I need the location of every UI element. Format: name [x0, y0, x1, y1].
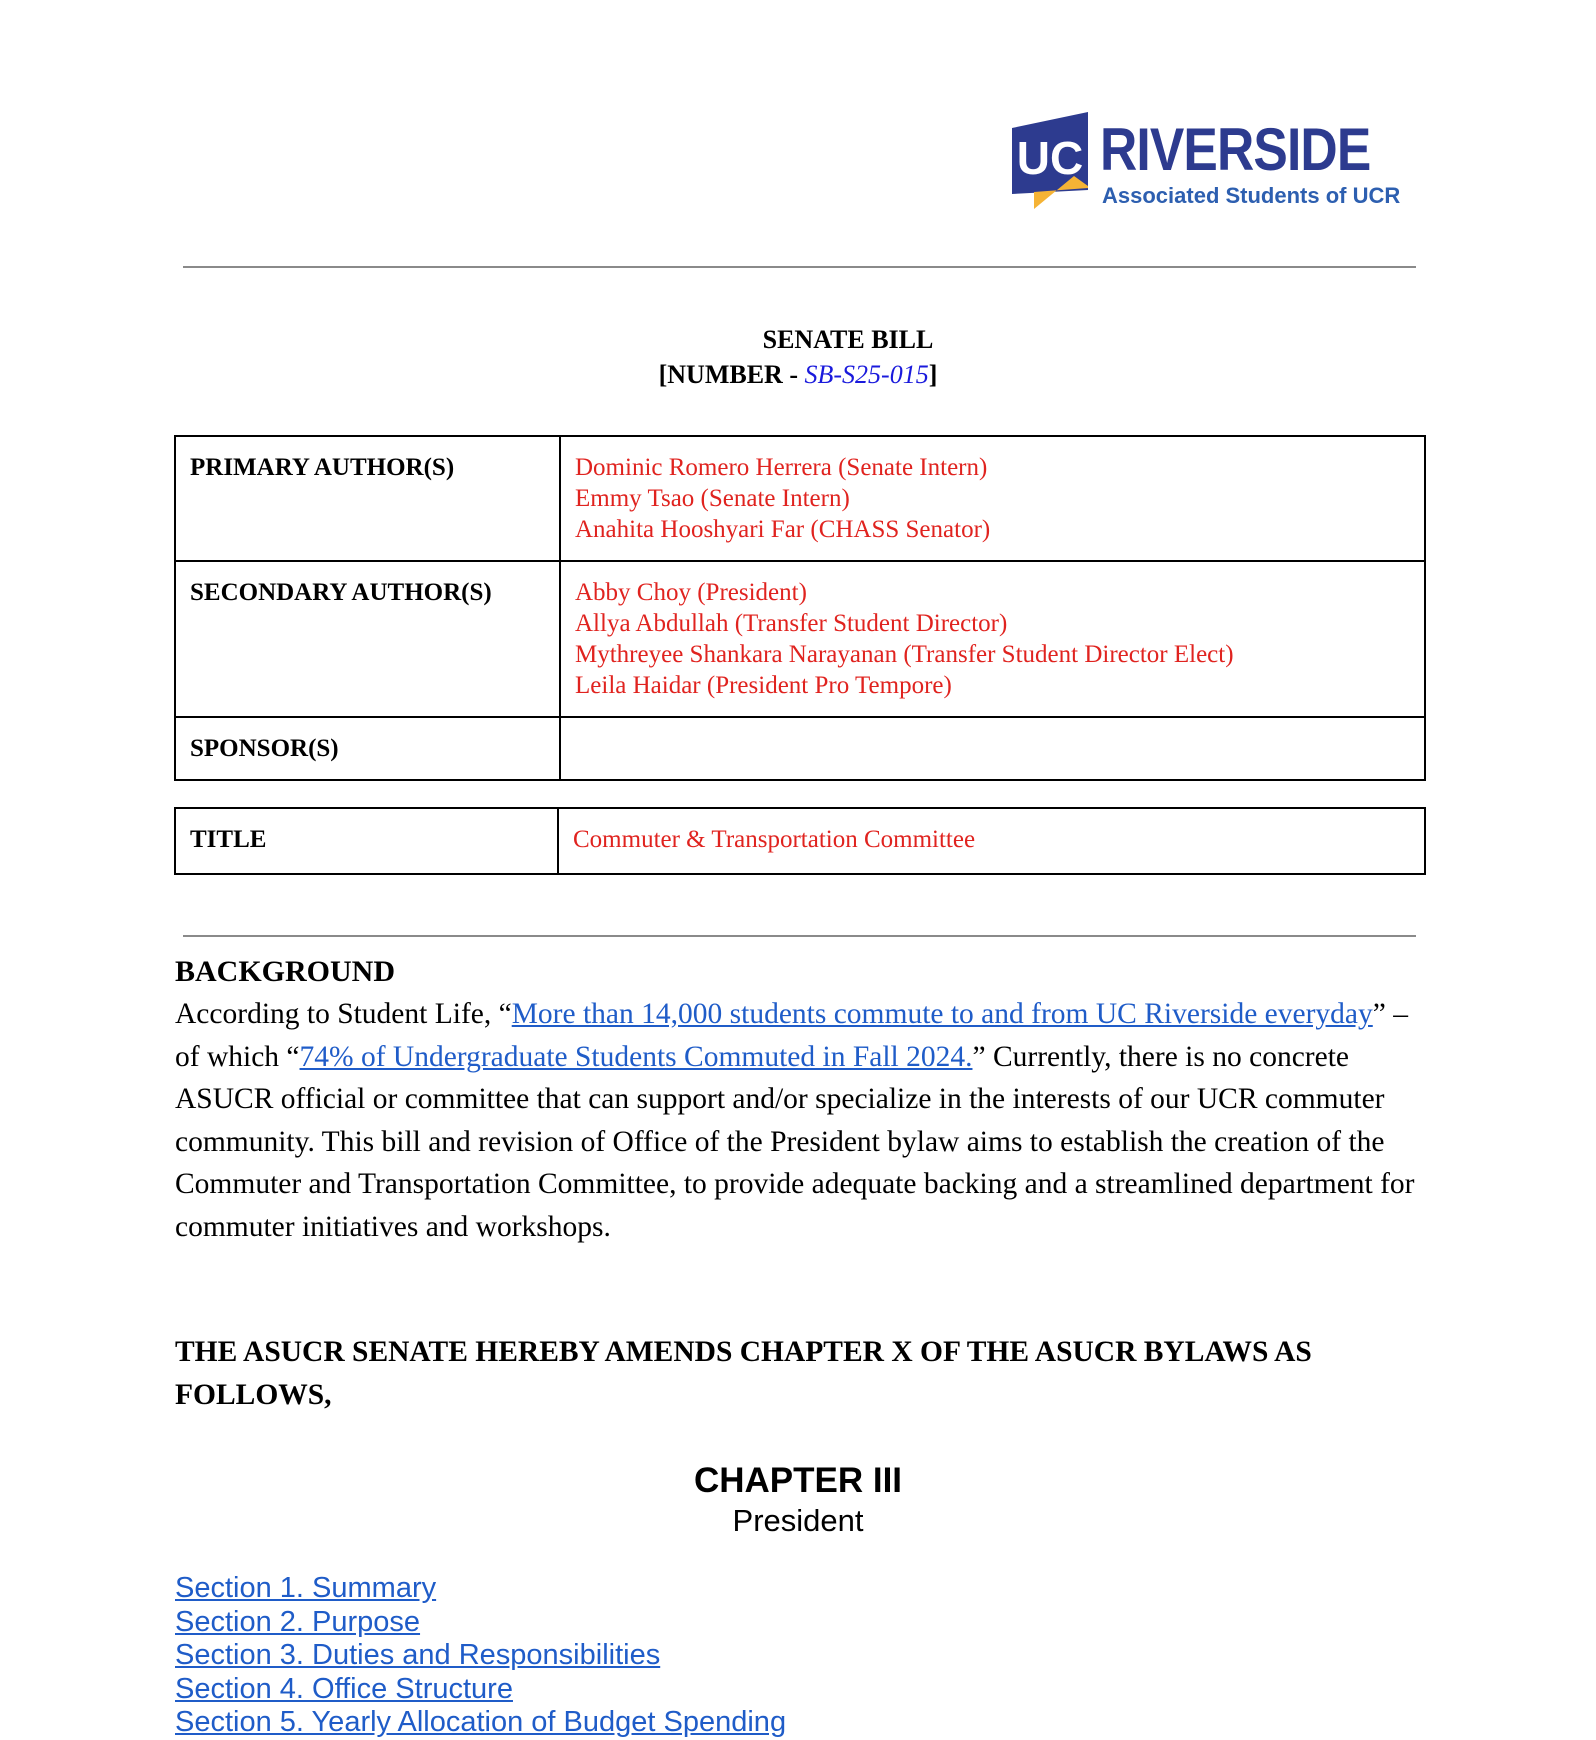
- middle-divider: [183, 935, 1416, 937]
- sponsors-label: SPONSOR(S): [175, 717, 560, 780]
- secondary-author: Mythreyee Shankara Narayanan (Transfer Student Director Elect): [575, 641, 1234, 668]
- bill-title: SENATE BILL: [762, 325, 934, 354]
- background-text-end: ” Currently, there is no concrete ASUCR official or committee that can support and/or specialize in the interests of our UCR commuter community. This bill and revision of Office of the President bylaw aims to establish the creation of the Commuter and Transportation Committee, to provide adequate backing and a streamlined department for commuter initiatives and workshops.: [175, 1040, 1415, 1243]
- title-table: [174, 807, 1426, 875]
- top-divider: [183, 266, 1416, 268]
- amendment-statement: THE ASUCR SENATE HEREBY AMENDS CHAPTER X OF THE ASUCR BYLAWS AS FOLLOWS,: [175, 1336, 1312, 1411]
- secondary-author: Abby Choy (President): [575, 579, 807, 606]
- section-link-purpose[interactable]: Section 2. Purpose: [175, 1605, 421, 1638]
- sponsors-value: [560, 717, 1425, 780]
- chapter-heading: [0, 1460, 1596, 1540]
- authors-table: [174, 435, 1426, 781]
- secondary-author: Allya Abdullah (Transfer Student Director): [575, 610, 1008, 637]
- primary-authors-label: PRIMARY AUTHOR(S): [175, 436, 560, 561]
- ucr-shield-icon: [1012, 112, 1092, 212]
- background-text-start: According to Student Life, “: [175, 998, 512, 1030]
- primary-author: Emmy Tsao (Senate Intern): [575, 485, 850, 512]
- title-row: [175, 808, 1425, 874]
- logo-wordmark: RIVERSIDE: [1100, 116, 1371, 183]
- primary-author: Dominic Romero Herrera (Senate Intern): [575, 454, 988, 481]
- commute-stat-link[interactable]: More than 14,000 students commute to and from UC Riverside everyday: [511, 998, 1373, 1030]
- secondary-authors-value: [560, 561, 1425, 717]
- bill-number-prefix: [NUMBER -: [658, 360, 805, 389]
- title-value: Commuter & Transportation Committee: [558, 808, 1425, 874]
- bill-number: SB-S25-015: [804, 360, 929, 389]
- primary-authors-value: [560, 436, 1425, 561]
- section-link-duties[interactable]: Section 3. Duties and Responsibilities: [175, 1639, 661, 1672]
- chapter-subtitle: President: [732, 1503, 864, 1538]
- bill-heading: [0, 322, 1596, 394]
- logo-uc-text: UC: [1016, 132, 1084, 184]
- primary-author: Anahita Hooshyari Far (CHASS Senator): [575, 516, 991, 543]
- secondary-authors-label: SECONDARY AUTHOR(S): [175, 561, 560, 717]
- logo-subtitle: Associated Students of UCR: [1102, 183, 1401, 208]
- background-heading: BACKGROUND: [175, 955, 396, 988]
- title-label: TITLE: [175, 808, 558, 874]
- background-paragraph: [175, 993, 1435, 1248]
- section-link-budget[interactable]: Section 5. Yearly Allocation of Budget Spending: [175, 1706, 787, 1739]
- bill-number-line: [0, 357, 1596, 392]
- ucr-logo: [1012, 112, 1401, 212]
- sponsors-row: [175, 717, 1425, 780]
- secondary-author: Leila Haidar (President Pro Tempore): [575, 672, 952, 699]
- primary-authors-row: [175, 436, 1425, 561]
- chapter-title: CHAPTER III: [693, 1461, 903, 1500]
- section-list: [175, 1572, 786, 1740]
- secondary-authors-row: [175, 561, 1425, 717]
- bill-number-suffix: ]: [928, 360, 938, 389]
- section-link-office-structure[interactable]: Section 4. Office Structure: [175, 1672, 513, 1705]
- section-link-summary[interactable]: Section 1. Summary: [175, 1572, 437, 1604]
- undergrad-commute-link[interactable]: 74% of Undergraduate Students Commuted in Fall 2024.: [299, 1040, 973, 1073]
- background-text-mid: ” – of which “: [175, 998, 1408, 1073]
